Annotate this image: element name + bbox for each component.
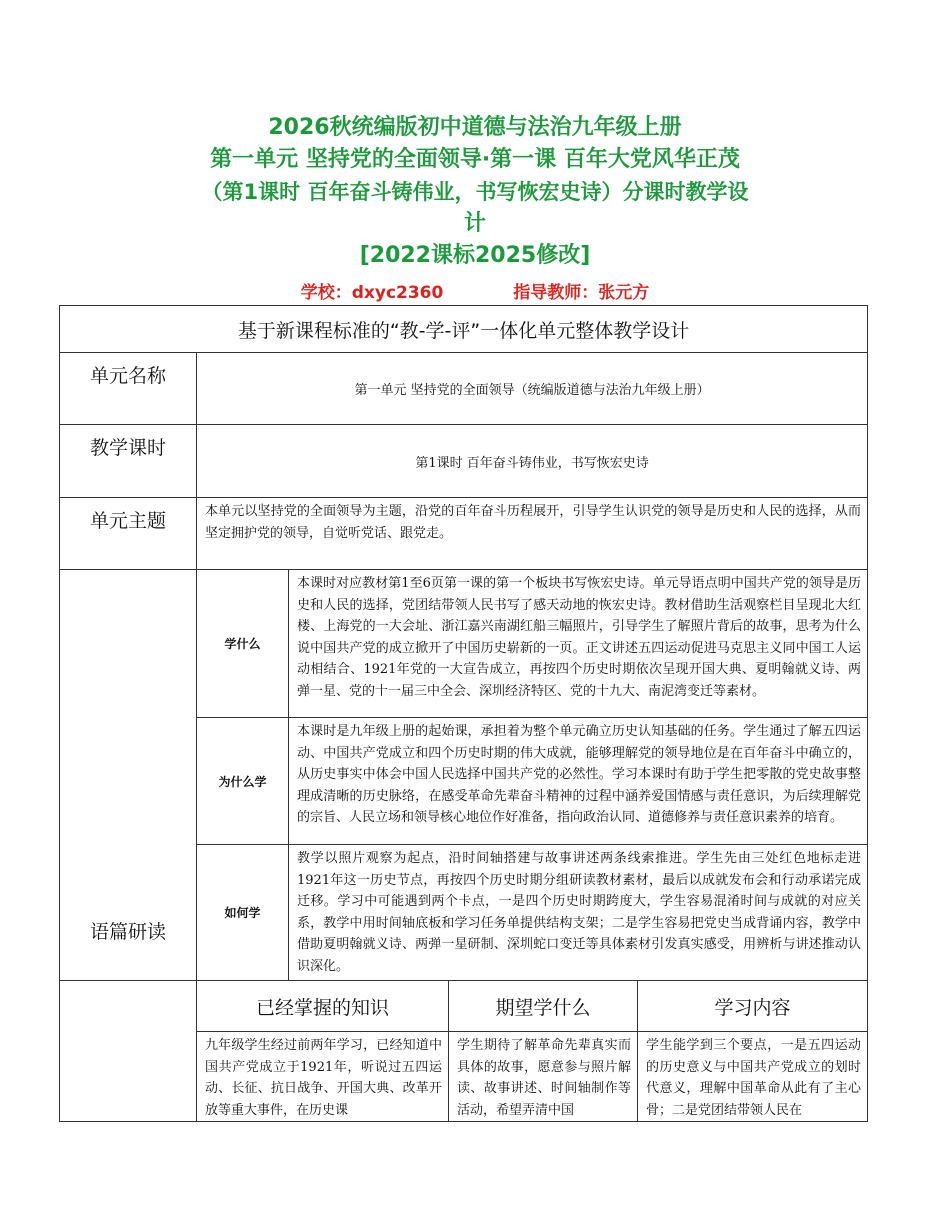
document-title: [0, 112, 950, 272]
teacher-label: 指导教师：张元方: [513, 283, 650, 303]
empty-cell: [60, 981, 197, 1122]
why-value: 本课时是九年级上册的起始课，承担着为整个单元确立历史认知基础的任务。学生通过了解五四运动、中国共产党成立和四个历史时期的伟大成就，能够理解党的领导地位是在百年奋斗中确立的，从历史事实中体会中国人民选择中国共产党的必然性。学习本课时有助于学生把零散的党史故事整理成清晰的历史脉络，在感受革命先辈奋斗精神的过程中涵养爱国情感与责任意识，为后续理解党的宗旨、人民立场和领导核心地位作好准备，指向政治认同、道德修养与责任意识素养的培育。: [289, 718, 868, 845]
what-label: 学什么: [197, 570, 289, 718]
known-knowledge-text: 九年级学生经过前两年学习，已经知道中国共产党成立于1921年，听说过五四运动、长征、抗日战争、开国大典、改革开放等重大事件，在历史课: [197, 1032, 449, 1122]
title-line-1: 2026秋统编版初中道德与法治九年级上册: [268, 115, 682, 140]
expectation-header: 期望学什么: [449, 981, 638, 1032]
school-label: 学校：dxyc2360: [300, 283, 444, 303]
what-value: 本课时对应教材第1至6页第一课的第一个板块书写恢宏史诗。单元导语点明中国共产党的领导是历史和人民的选择，党团结带领人民书写了感天动地的恢宏史诗。教材借助生活观察栏目呈现北大红楼、上海党的一大会址、浙江嘉兴南湖红船三幅照片，引导学生了解照片背后的故事，思考为什么说中国共产党的成立掀开了中国历史崭新的一页。正文讲述五四运动促进马克思主义同中国工人运动相结合、1921年党的一大宣告成立，再按四个历史时期依次呈现开国大典、夏明翰就义诗、两弹一星、党的十一届三中全会、深圳经济特区、党的十九大、南泥湾变迁等素材。: [289, 570, 868, 718]
title-line-5: [2022课标2025修改]: [359, 243, 591, 268]
theme-label: 单元主题: [60, 498, 197, 570]
table-heading: 基于新课程标准的“教-学-评”一体化单元整体教学设计: [60, 306, 868, 353]
how-label: 如何学: [197, 845, 289, 981]
title-line-3: （第1课时 百年奋斗铸伟业，书写恢宏史诗）分课时教学设: [201, 180, 749, 204]
unit-name-value: 第一单元 坚持党的全面领导（统编版道德与法治九年级上册）: [197, 353, 868, 425]
lesson-value: 第1课时 百年奋斗铸伟业，书写恢宏史诗: [197, 425, 868, 498]
reading-label: 语篇研读: [60, 570, 197, 981]
expectation-text: 学生期待了解革命先辈真实而具体的故事，愿意参与照片解读、故事讲述、时间轴制作等活动，希望弄清中国: [449, 1032, 638, 1122]
learning-content-header: 学习内容: [638, 981, 868, 1032]
unit-name-label: 单元名称: [60, 353, 197, 425]
why-label: 为什么学: [197, 718, 289, 845]
theme-value: 本单元以坚持党的全面领导为主题，沿党的百年奋斗历程展开，引导学生认识党的领导是历史和人民的选择，从而坚定拥护党的领导，自觉听党话、跟党走。: [197, 498, 868, 570]
title-line-2: 第一单元 坚持党的全面领导·第一课 百年大党风华正茂: [210, 147, 740, 172]
design-table: [59, 305, 868, 1122]
known-knowledge-header: 已经掌握的知识: [197, 981, 449, 1032]
school-info: [0, 278, 950, 303]
how-value: 教学以照片观察为起点，沿时间轴搭建与故事讲述两条线索推进。学生先由三处红色地标走进1921年这一历史节点，再按四个历史时期分组研读教材素材，最后以成就发布会和行动承诺完成迁移。学习中可能遇到两个卡点，一是四个历史时期跨度大，学生容易混淆时间与成就的对应关系，教学中用时间轴底板和学习任务单提供结构支架；二是学生容易把党史当成背诵内容，教学中借助夏明翰就义诗、两弹一星研制、深圳蛇口变迁等具体素材引发真实感受，用辨析与讲述推动认识深化。: [289, 845, 868, 981]
title-line-4: 计: [463, 211, 486, 236]
learning-content-text: 学生能学到三个要点，一是五四运动的历史意义与中国共产党成立的划时代意义，理解中国革命从此有了主心骨；二是党团结带领人民在: [638, 1032, 868, 1122]
lesson-label: 教学课时: [60, 425, 197, 498]
